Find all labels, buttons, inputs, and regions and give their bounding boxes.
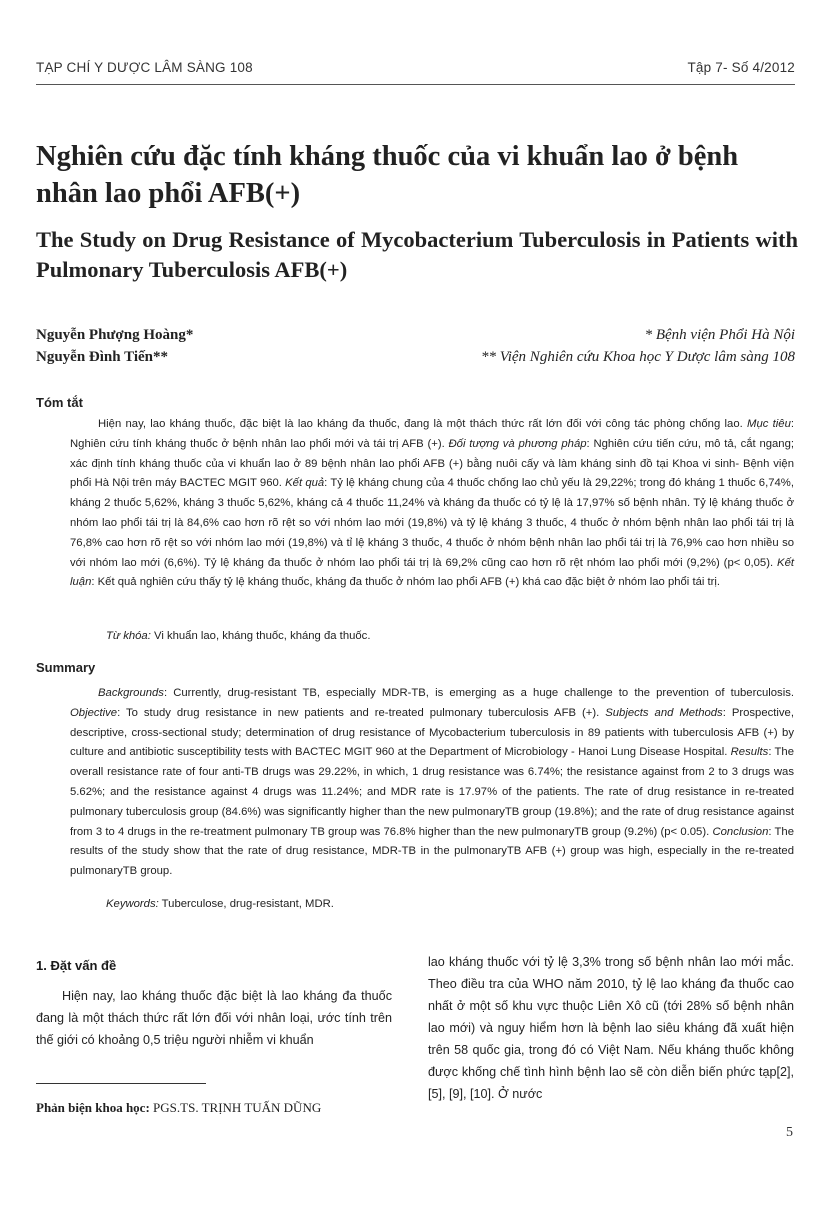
footnote-divider [36,1083,206,1084]
affiliation-2: ** Viện Nghiên cứu Khoa học Y Dược lâm sàng 108 [480,349,795,365]
author-1: Nguyễn Phượng Hoàng* [36,327,194,343]
summary-heading: Summary [36,660,96,675]
affiliation-1: * Bệnh viện Phổi Hà Nội [644,327,795,343]
tomtat-body [70,415,794,593]
header-divider [36,84,795,85]
summary-body [70,684,794,882]
title-vietnamese: Nghiên cứu đặc tính kháng thuốc của vi khuẩn lao ở bệnh nhân lao phổi AFB(+) [36,141,739,209]
tomtat-paragraph: Hiện nay, lao kháng thuốc, đặc biệt là lao kháng đa thuốc, đang là một thách thức rất lớn đối với công tác phòng chống lao. Mục tiêu: Nghiên cứu tính kháng thuốc ở bệnh nhân lao phổi mới và tái trị AFB (+). Đối tượng và phương pháp: Nghiên cứu tiến cứu, mô tả, cắt ngang; xác định tính kháng thuốc của vi khuẩn lao ở 89 bệnh nhân lao phổi AFB (+) bằng nuôi cấy và làm kháng sinh đồ tại Khoa vi sinh- Bệnh viện phổi Hà Nội trên máy BACTEC MGIT 960. Kết quả: Tỷ lệ kháng chung của 4 thuốc chống lao chủ yếu là 29,22%; trong đó kháng 1 thuốc 6,74%, kháng 2 thuốc 5,62%, kháng 3 thuốc 5,62%, kháng cả 4 thuốc 11,24% và kháng đa thuốc có tỷ lệ là 17,97% số bệnh nhân. Tỷ lệ kháng thuốc ở nhóm lao phổi tái trị là 84,6% cao hơn rõ rệt so với nhóm lao mới (19,8%) và tỷ lệ kháng 3 thuốc, 4 thuốc ở nhóm bệnh nhân lao phổi tái trị là 76,8% cao hơn rõ rệt so với nhóm lao mới (19,8%) và tỉ lệ kháng 3 thuốc, 4 thuốc ở nhóm bệnh nhân lao phổi tái trị là 76,9% cao hơn nhiều so với nhóm lao mới (6,6%). Tỷ lệ kháng đa thuốc ở nhóm lao phổi tái trị là 69,2% cũng cao hơn rõ rệt nhóm lao phổi mới (9,2%) (p< 0,05). Kết luận: Kết quả nghiên cứu thấy tỷ lệ kháng thuốc, kháng đa thuốc ở nhóm lao phổi AFB (+) khá cao đặc biệt ở nhóm lao phổi tái trị. [70,418,795,589]
running-head [36,60,795,78]
section-1-heading: 1. Đặt vấn đề [36,958,117,973]
summary-paragraph: Backgrounds: Currently, drug-resistant TB, especially MDR-TB, is emerging as a huge challenge to the prevention of tuberculosis. Objective: To study drug resistance in new patients and re-treated pulmonary tuberculosis AFB (+). Subjects and Methods: Prospective, descriptive, cross-sectional study; determination of drug resistance of Mycobacterium tuberculosis in 89 patients with tuberculosis AFB (+) by culture and antibiotic susceptibility tests with BACTEC MGIT 960 at the Department of Microbiology - Hanoi Lung Disease Hospital. Results: The overall resistance rate of four anti-TB drugs was 29.22%, in which, 1 drug resistance was 6.74%; the resistance against from 2 to 3 drugs was 5.62%; and the resistance against 4 drugs was 11.24%; and MDR rate is 17.97% of the patients. The rate of drug resistance in re-treated pulmonary tuberculosis group (84.6%) was significantly higher than the new pulmonaryTB group (19.8%); and the rate of drug resistance against from 3 to 4 drugs in the re-treatment pulmonary TB group was 76.8% higher than the new pulmonaryTB group (9.2%) (p< 0.05). Conclusion: The results of the study show that the rate of drug resistance, MDR-TB in the pulmonaryTB AFB (+) group was high, especially in the re-treated pulmonaryTB group. [70,687,794,878]
author-2: Nguyễn Đình Tiến** [36,349,168,365]
section-1-right-text: lao kháng thuốc với tỷ lệ 3,3% trong số bệnh nhân lao mới mắc. Theo điều tra của WHO năm 2010, tỷ lệ lao kháng đa thuốc cao nhất ở một số khu vực thuộc Liên Xô cũ (tới 28% số bệnh nhân lao mới) và nguy hiểm hơn là bệnh lao siêu kháng đã xuất hiện trên 58 quốc gia, trong đó có Việt Nam. Nếu kháng thuốc không được khống chế tình hình bệnh lao sẽ còn diễn biến phức tạp[2], [5], [9], [10]. Ở nước [428,955,794,1101]
issue-number: Tập 7- Số 4/2012 [687,60,795,75]
section-1-left-column [36,985,392,1051]
tomtat-keywords: Từ khóa: Vi khuẩn lao, kháng thuốc, kháng đa thuốc. [106,630,371,642]
title-english: The Study on Drug Resistance of Mycobacterium Tuberculosis in Patients with Pulmonary Tuberculosis AFB(+) [36,227,798,282]
reviewer-note: Phản biện khoa học: PGS.TS. TRỊNH TUẤN DŨNG [36,1100,322,1115]
page-number: 5 [786,1125,793,1140]
summary-keywords: Keywords: Tuberculose, drug-resistant, MDR. [106,898,334,910]
section-1-right-column [428,951,794,1105]
journal-name: TẠP CHÍ Y DƯỢC LÂM SÀNG 108 [36,60,253,75]
section-1-left-text: Hiện nay, lao kháng thuốc đặc biệt là lao kháng đa thuốc đang là một thách thức rất lớn đối với nhân loại, ước tính trên thế giới có khoảng 0,5 triệu người nhiễm vi khuẩn [36,989,392,1047]
tomtat-heading: Tóm tắt [36,395,83,410]
